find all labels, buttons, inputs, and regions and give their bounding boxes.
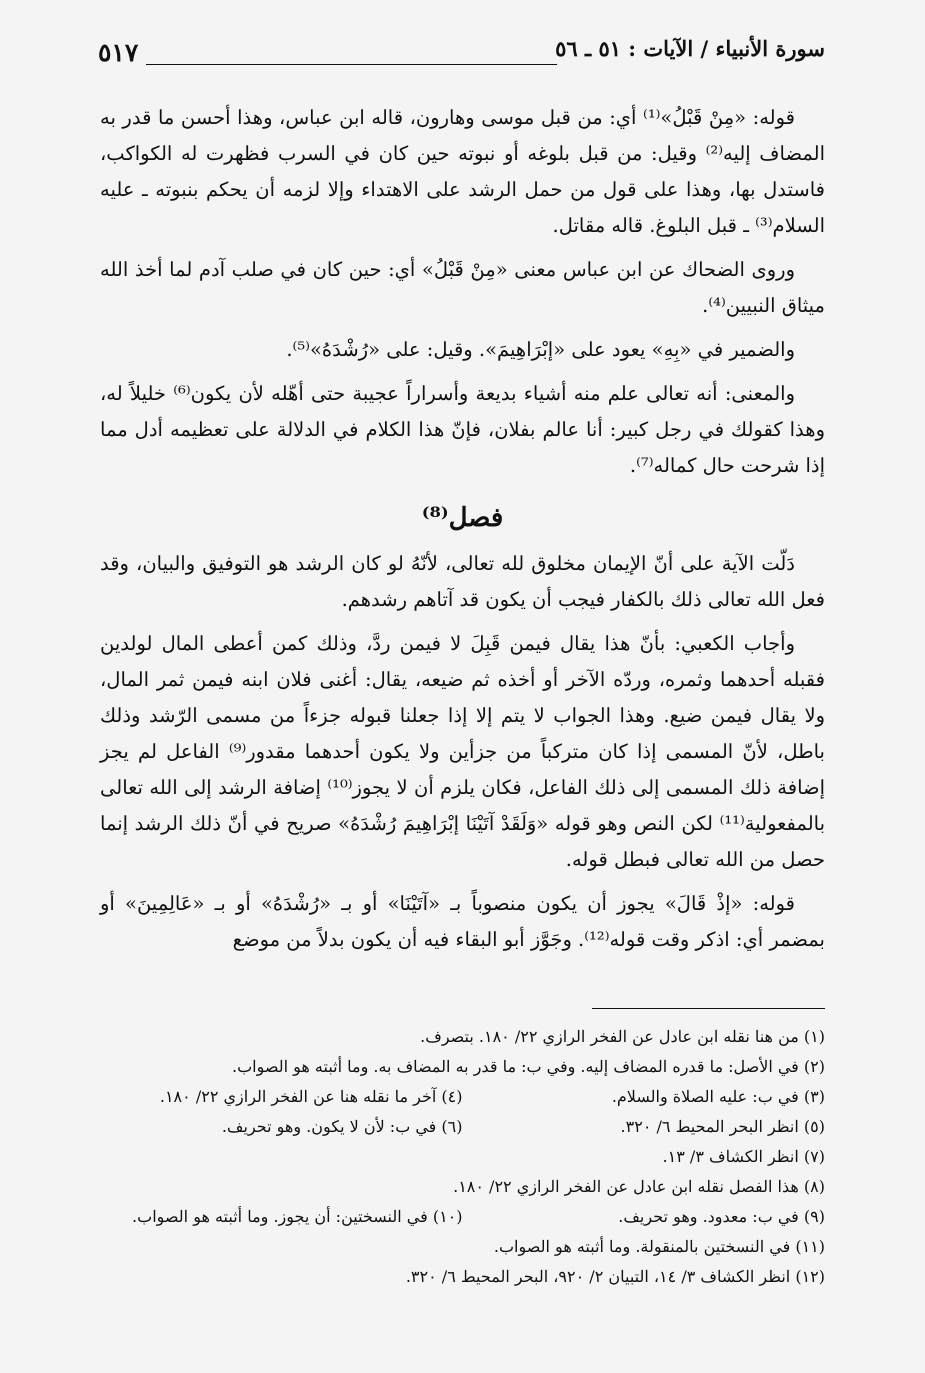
footnote: (٣) في ب: عليه الصلاة والسلام. — [611, 1087, 825, 1106]
footnote: (٦) في ب: لأن لا يكون. وهو تحريف. — [221, 1117, 463, 1136]
running-title: سورة الأنبياء / الآيات : ٥١ ـ ٥٦ — [555, 36, 825, 61]
paragraph: وأجاب الكعبي: بأنّ هذا يقال فيمن قَبِلَ لا فيمن ردَّ، وذلك كمن أعطى المال لولدين فقبله أحدهما وثمره، وردّه الآخر أو أخذه ثم ضيعه، يقال: أغنى فلان ابنه فيمن ثمر المال، ولا يقال فيمن ضيع. وهذا الجواب لا يتم إلا إذا جعلنا قبوله جزءاً من مسمى الرّشد وذلك باطل، لأنّ المسمى إذا كان متركباً من جزأين ولا يكون أحدهما مقدور⁽⁹⁾ الفاعل لم يجز إضافة ذلك المسمى إلى ذلك الفاعل، فكان يلزم أن لا يجوز⁽¹⁰⁾ إضافة الرشد إلى الله تعالى بالمفعولية⁽¹¹⁾ لكن النص وهو قوله «وَلَقَدْ آتَيْنَا إبْرَاهِيمَ رُشْدَهُ» صريح في أنّ ذلك الرشد إنما حصل من الله تعالى فبطل قوله. — [100, 632, 825, 871]
footnote: (٩) في ب: معدود. وهو تحريف. — [618, 1207, 825, 1226]
footnote: (١) من هنا نقله ابن عادل عن الفخر الرازي ٢٢/ ١٨٠. بتصرف. — [420, 1027, 825, 1046]
paragraph: دَلّت الآية على أنّ الإيمان مخلوق لله تعالى، لأنّهُ لو كان الرشد هو التوفيق والبيان، وقد فعل الله تعالى ذلك بالكفار فيجب أن يكون قد آتاهم رشدهم. — [100, 552, 825, 611]
footnote: (١١) في النسختين بالمنقولة. وما أثبته هو الصواب. — [493, 1237, 825, 1256]
footnote-pair — [100, 1082, 825, 1112]
paragraph: قوله: «إذْ قَالَ» يجوز أن يكون منصوباً بـ «آتَيْنَا» أو بـ «رُشْدَهُ» أو بـ «عَالِمِينَ» أو بمضمر أي: اذكر وقت قوله⁽¹²⁾. وجَوَّز أبو البقاء فيه أن يكون بدلاً من موضع — [100, 892, 825, 951]
page-header — [98, 36, 825, 70]
footnote: (٥) انظر البحر المحيط ٦/ ٣٢٠. — [620, 1117, 825, 1136]
footnote-pair — [100, 1202, 825, 1232]
footnote: (١٠) في النسختين: أن يجوز. وما أثبته هو الصواب. — [132, 1207, 463, 1226]
paragraph: والضمير في «بِهِ» يعود على «إبْرَاهِيمَ». وقيل: على «رُشْدَهُ»⁽⁵⁾. — [286, 338, 795, 361]
footnotes — [100, 1022, 825, 1292]
header-rule — [146, 64, 557, 65]
paragraph: والمعنى: أنه تعالى علم منه أشياء بديعة وأسراراً عجيبة حتى أهّله لأن يكون⁽⁶⁾ خليلاً له، وهذا كقولك في رجل كبير: أنا عالم بفلان، فإنّ هذا الكلام في الدلالة على تعظيمه أدل مما إذا شرحت حال كماله⁽⁷⁾. — [100, 382, 825, 477]
paragraph: قوله: «مِنْ قَبْلُ»⁽¹⁾ أي: من قبل موسى وهارون، قاله ابن عباس، وهذا أحسن ما قدر به المضاف إليه⁽²⁾ وقيل: من قبل بلوغه أو نبوته حين كان في السرب فظهرت له الكواكب، فاستدل بها، وهذا على قول من حمل الرشد على الاهتداء وإلا لزمه أن يحكم بنبوته ـ عليه السلام⁽³⁾ ـ قبل البلوغ. قاله مقاتل. — [100, 106, 825, 237]
main-text — [100, 100, 825, 966]
footnote-rule — [592, 1008, 825, 1009]
footnote-pair — [100, 1112, 825, 1142]
footnote: (١٢) انظر الكشاف ٣/ ١٤، التبيان ٢/ ٩٢٠، البحر المحيط ٦/ ٣٢٠. — [405, 1267, 825, 1286]
page-number: ٥١٧ — [98, 38, 139, 67]
footnote: (٤) آخر ما نقله هنا عن الفخر الرازي ٢٢/ ١٨٠. — [159, 1087, 463, 1106]
footnote: (٢) في الأصل: ما قدره المضاف إليه. وفي ب: ما قدر به المضاف به. وما أثبته هو الصواب. — [231, 1057, 825, 1076]
paragraph: وروى الضحاك عن ابن عباس معنى «مِنْ قَبْلُ» أي: حين كان في صلب آدم لما أخذ الله ميثاق النبيين⁽⁴⁾. — [100, 258, 825, 317]
footnote: (٨) هذا الفصل نقله ابن عادل عن الفخر الرازي ٢٢/ ١٨٠. — [453, 1177, 825, 1196]
section-heading: فصل⁽⁸⁾ — [421, 503, 504, 533]
footnote: (٧) انظر الكشاف ٣/ ١٣. — [662, 1147, 825, 1166]
